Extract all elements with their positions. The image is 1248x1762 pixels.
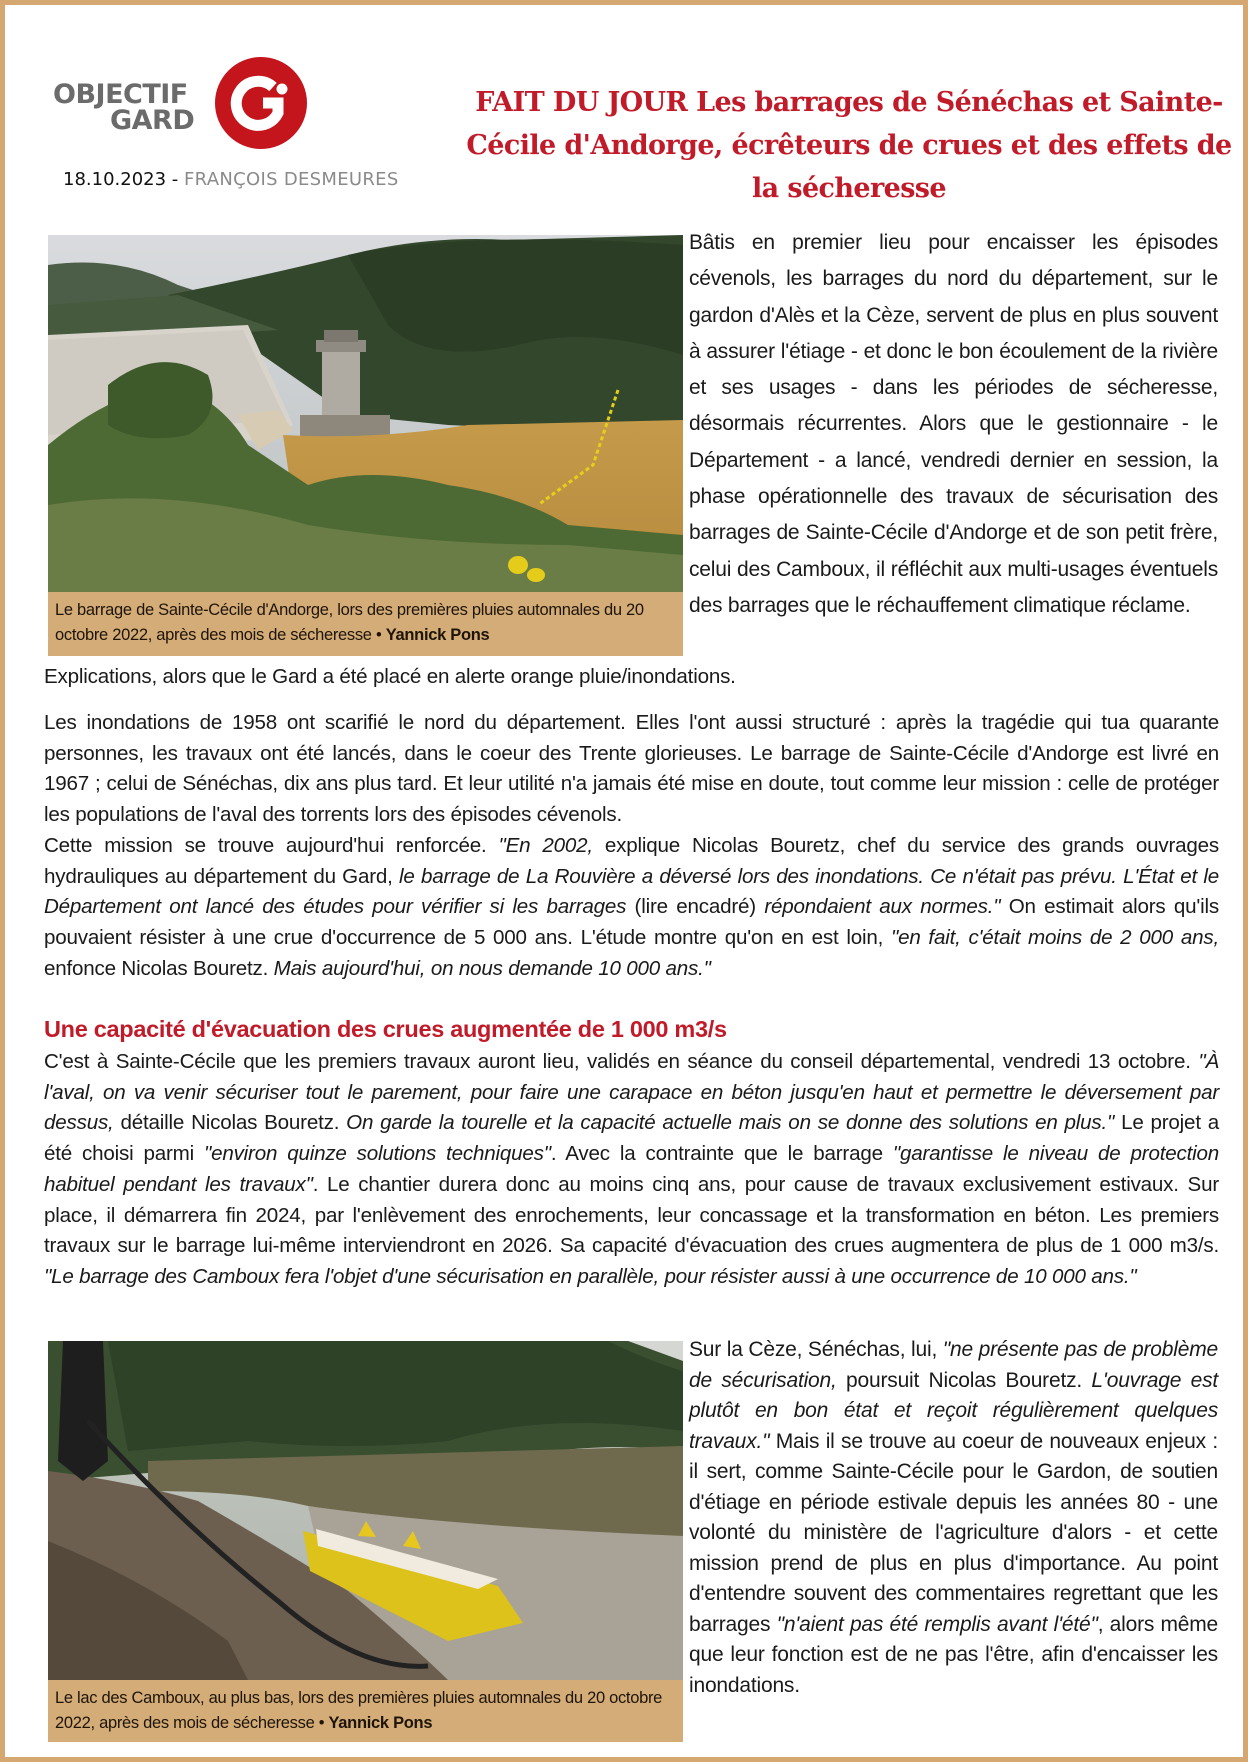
photo-caption (48, 592, 683, 656)
photo-credit: Yannick Pons (385, 626, 490, 644)
text-run: Cette mission se trouve aujourd'hui renforcée. (44, 833, 499, 857)
photo-lac-camboux[interactable] (48, 1341, 683, 1680)
paragraph-senechas (689, 1335, 1218, 1701)
article-body-part1 (44, 708, 1219, 984)
quote-run: "n'aient pas été remplis avant l'été" (776, 1612, 1098, 1636)
quote-run: "garantisse le niveau de protection habituel pendant les travaux" (44, 1142, 1219, 1196)
caption-text: Le barrage de Sainte-Cécile d'Andorge, lors des premières pluies automnales du 20 octobre 2022, après des mois de sécheresse (55, 601, 644, 644)
figure-dam-sainte-cecile (48, 235, 683, 656)
text-run: , alors même que leur fonction est de ne pas l'être, afin d'encaisser les inondations. (689, 1612, 1219, 1697)
text-run: poursuit Nicolas Bouretz. (836, 1368, 1092, 1392)
objectif-gard-logo[interactable] (53, 53, 313, 163)
author-name[interactable]: FRANÇOIS DESMEURES (184, 169, 399, 190)
byline-separator: - (166, 169, 185, 190)
photo-credit: Yannick Pons (328, 1714, 433, 1732)
quote-run: "En 2002, (498, 833, 593, 857)
paragraph-mission (44, 831, 1219, 985)
logo-text-line1: OBJECTIF (53, 79, 188, 110)
text-run: enfonce Nicolas Bouretz. (44, 956, 274, 980)
objectif-gard-logo-icon (215, 57, 307, 149)
photo-caption (48, 1680, 683, 1742)
section-subheading: Une capacité d'évacuation des crues augmentée de 1 000 m3/s (44, 1016, 727, 1042)
quote-run: "À l'aval, on va venir sécuriser tout le parement, pour faire une carapace en béton jusqu'en haut et permettre le déversement par dessus, (44, 1050, 1219, 1135)
article-title: FAIT DU JOUR Les barrages de Sénéchas et Sainte-Cécile d'Andorge, écrêteurs de crues et des effets de la sécheresse (466, 87, 1232, 204)
quote-run: On garde la tourelle et la capacité actuelle mais on se donne des solutions en plus." (346, 1111, 1115, 1135)
photo-sainte-cecile-dam[interactable] (48, 235, 683, 592)
text-run: On estimait alors qu'ils pouvaient résister à une crue d'occurrence de 5 000 ans. L'étude montre qu'on en est loin, (44, 895, 1219, 949)
text-run: explique Nicolas Bouretz, chef du service des grands ouvrages hydrauliques au département du Gard, (44, 833, 1220, 888)
caption-bullet: • (314, 1714, 329, 1732)
quote-run: "en fait, c'était moins de 2 000 ans, (890, 925, 1219, 949)
text-run: Sur la Cèze, Sénéchas, lui, (689, 1338, 943, 1361)
text-run: (lire encadré) (626, 895, 765, 919)
quote-run: L'ouvrage est plutôt en bon état et reçoit régulièrement quelques travaux." (689, 1368, 1219, 1453)
quote-run: "Le barrage des Camboux fera l'objet d'une sécurisation en parallèle, pour résister aussi à une occurrence de 10 000 ans." (44, 1264, 1137, 1288)
paragraph-works (44, 1047, 1219, 1293)
text-run: Mais il se trouve au coeur de nouveaux enjeux : il sert, comme Sainte-Cécile pour le Gardon, de soutien d'étiage en période estivale depuis les années 80 - une volonté du ministère de l'agriculture d'alors - et cette mission prend de plus en plus d'importance. Au point d'entendre souvent des commentaires regrettant que les barrages (689, 1429, 1218, 1636)
text-run: C'est à Sainte-Cécile que les premiers travaux auront lieu, validés en séance du conseil départemental, vendredi 13 octobre. (44, 1050, 1199, 1073)
figure-lac-camboux (48, 1341, 683, 1742)
text-run: . Avec la contrainte que le barrage (550, 1142, 893, 1166)
quote-run: le barrage de La Rouvière a déversé lors des inondations. Ce n'était pas prévu. L'État et le Département ont lancé des études pour vérifier si les barrages (44, 864, 1219, 919)
caption-bullet: • (371, 626, 386, 644)
intro-paragraph: Bâtis en premier lieu pour encaisser les épisodes cévenols, les barrages du nord du département, sur le gardon d'Alès et la Cèze, servent de plus en plus souvent à assurer l'étiage - et donc le bon écoulement de la rivière et ses usages - dans les périodes de sécheresse, désormais récurrentes. Alors que le gestionnaire - le Département - a lancé, vendredi dernier en session, la phase opérationnelle des travaux de sécurisation des barrages de Sainte-Cécile d'Andorge et de son petit frère, celui des Camboux, il réfléchit aux multi-usages éventuels des barrages que le réchauffement climatique réclame. (689, 231, 1218, 617)
caption-text: Le lac des Camboux, au plus bas, lors des premières pluies automnales du 20 octobre 2022, après des mois de sécheresse (55, 1689, 663, 1732)
quote-run: répondaient aux normes." (764, 895, 1001, 919)
logo-text-line2: GARD (110, 105, 195, 136)
publish-date: 18.10.2023 (63, 169, 167, 190)
text-run: . Le chantier durera donc au moins cinq ans, pour cause de travaux exclusivement estivaux. Sur place, il démarrera fin 2024, par l'enlèvement des enrochements, leur concassage et la transformation en béton. Les premiers travaux sur le barrage lui-même interviendront en 2026. Sa capacité d'évacuation des crues augmentera de plus de 1 000 m3/s. (44, 1172, 1219, 1258)
text-run: détaille Nicolas Bouretz. (113, 1111, 347, 1135)
intro-conclusion: Explications, alors que le Gard a été placé en alerte orange pluie/inondations. (44, 665, 736, 688)
byline (63, 169, 399, 190)
quote-run: "ne présente pas de problème de sécurisation, (689, 1338, 1218, 1392)
text-run: Le projet a été choisi parmi (44, 1111, 1220, 1166)
quote-run: Mais aujourd'hui, on nous demande 10 000 ans." (273, 956, 711, 980)
paragraph-history: Les inondations de 1958 ont scarifié le nord du département. Elles l'ont aussi structuré : après la tragédie qui tua quarante personnes, les travaux ont été lancés, dans le coeur des Trente glorieuses. Le barrage de Sainte-Cécile d'Andorge est livré en 1967 ; celui de Sénéchas, dix ans plus tard. Et leur utilité n'a jamais été mise en doute, tout comme leur mission : celle de protéger les populations de l'aval des torrents lors des épisodes cévenols. (44, 711, 1219, 827)
quote-run: "environ quinze solutions techniques" (203, 1142, 551, 1166)
